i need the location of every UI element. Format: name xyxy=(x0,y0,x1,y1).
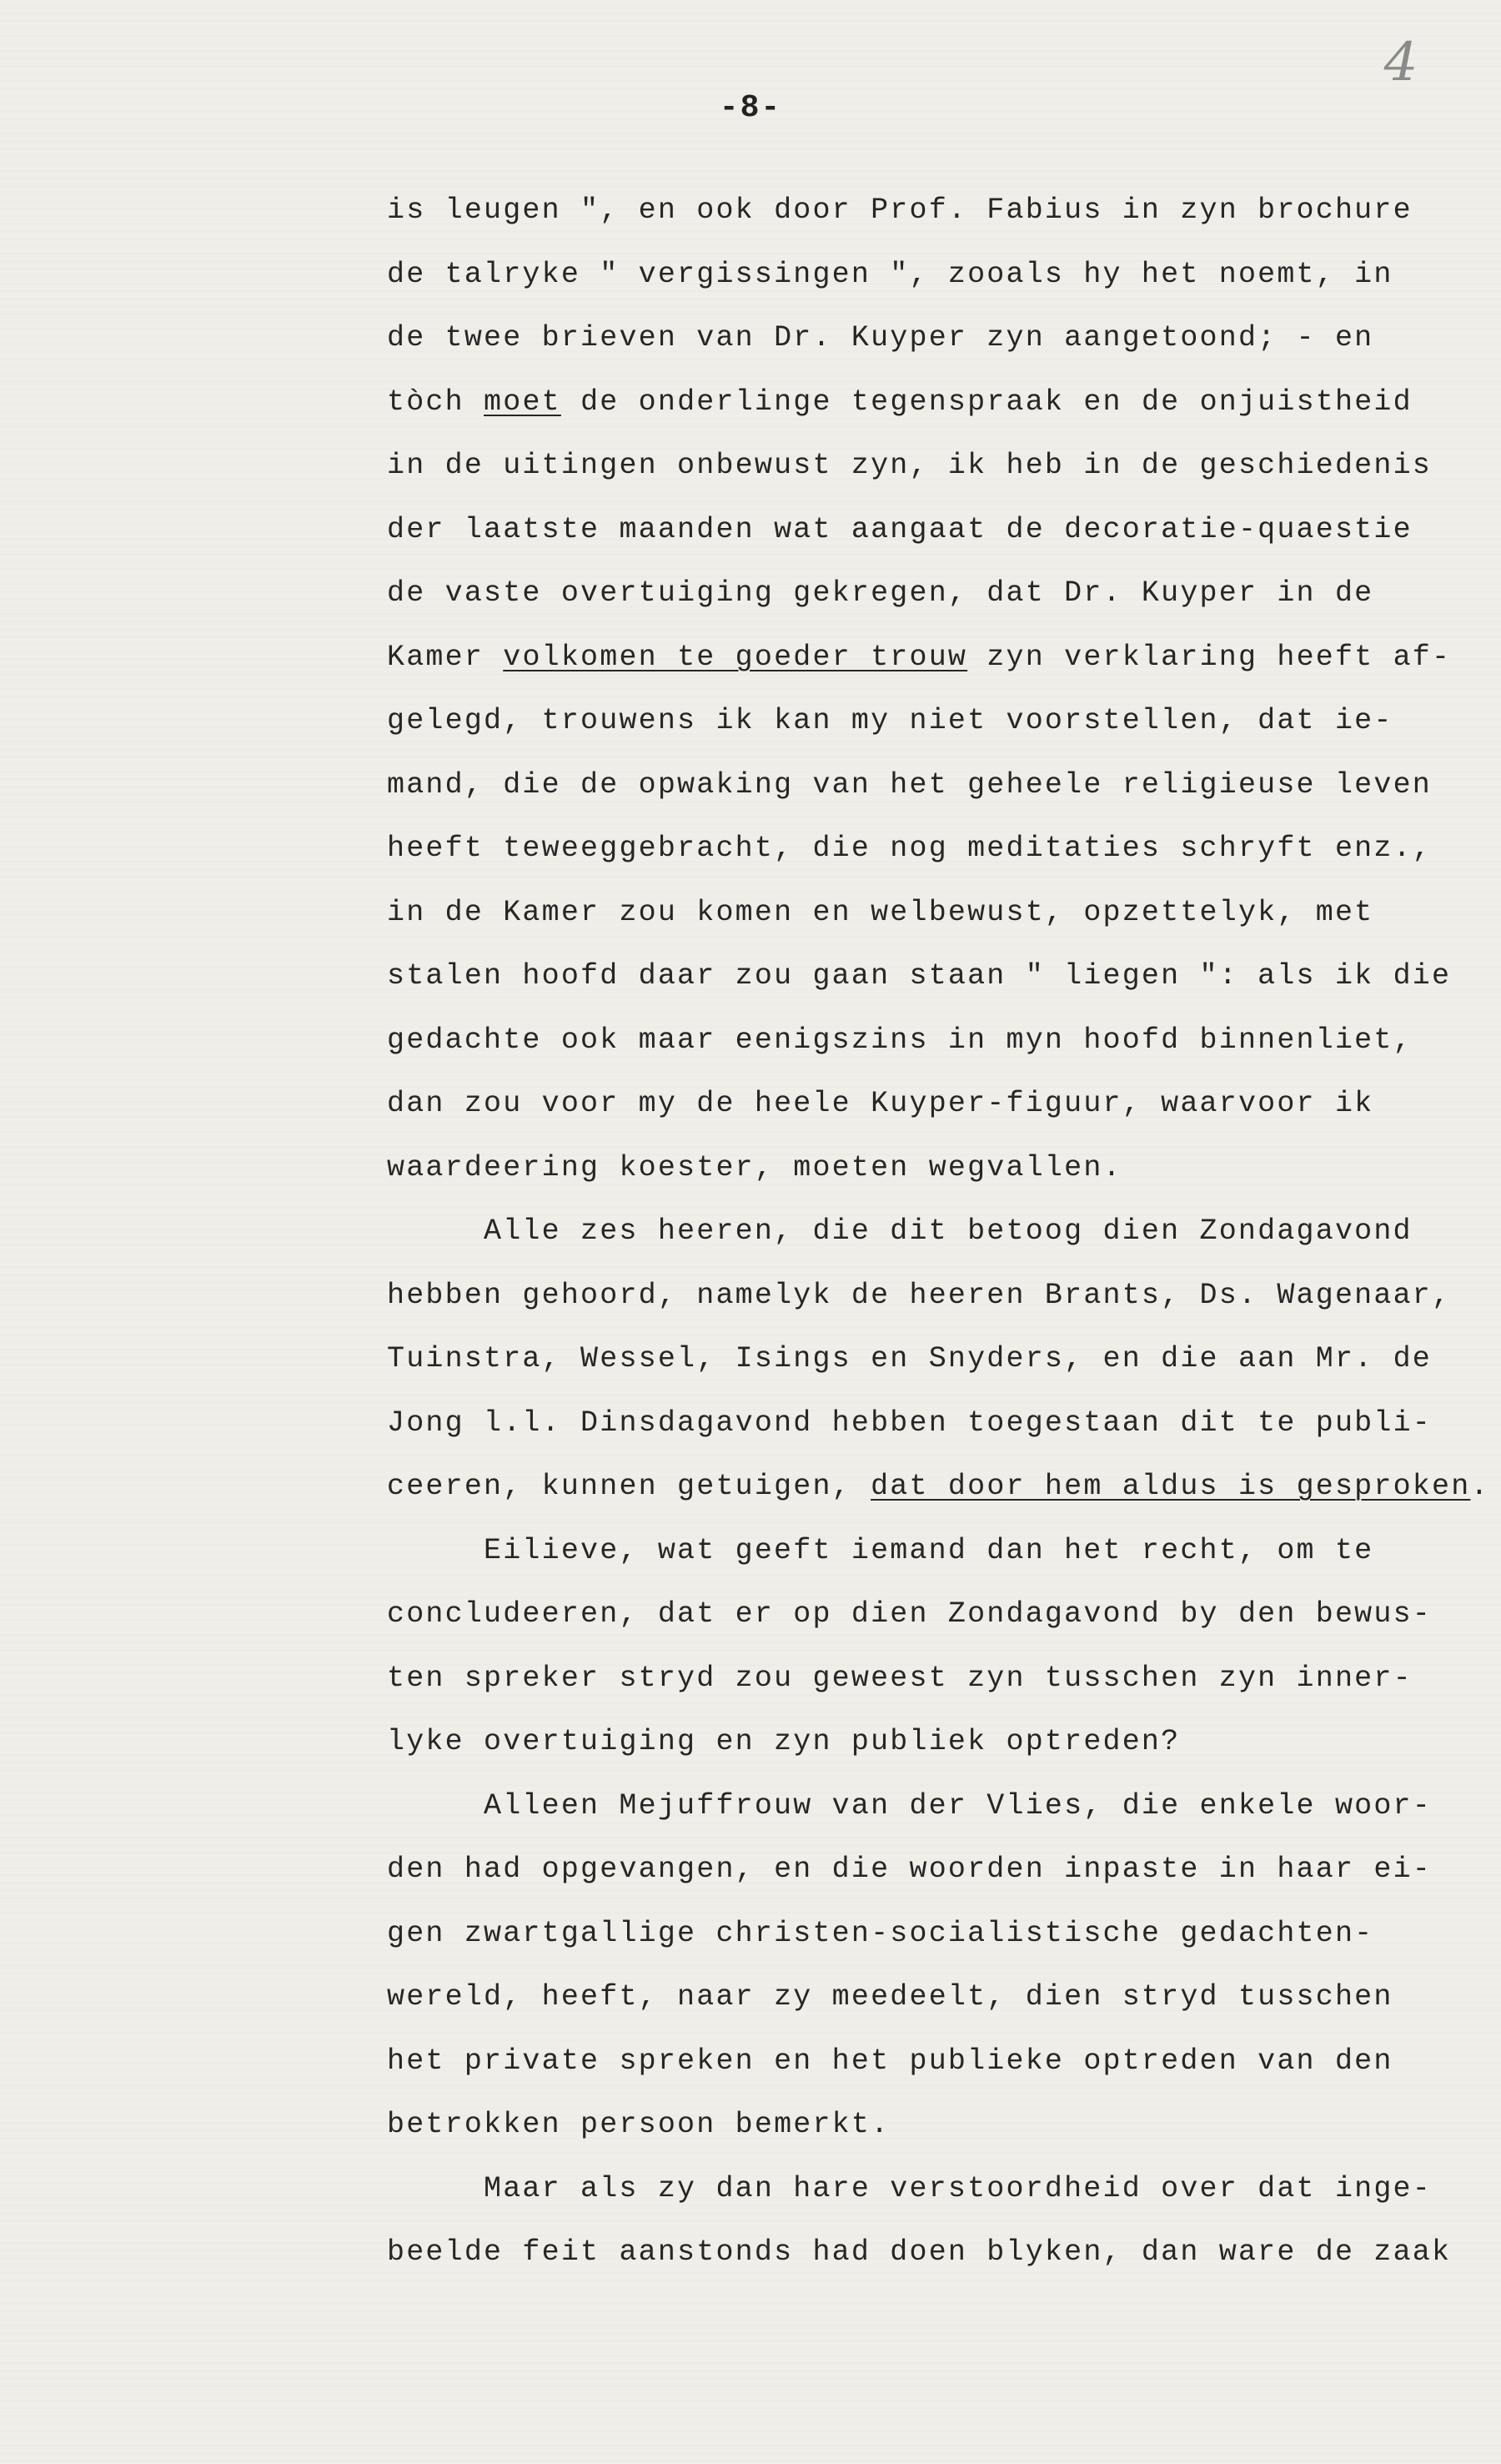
text-line: Eilieve, wat geeft iemand dan het recht, om te xyxy=(484,1533,1374,1567)
text-span: . xyxy=(1470,1470,1490,1503)
text-line: Alle zes heeren, die dit betoog dien Zondagavond xyxy=(484,1214,1413,1248)
text-line: in de Kamer zou komen en welbewust, opzettelyk, met xyxy=(387,895,1374,929)
text-line xyxy=(387,1455,1488,1519)
text-span: de onderlinge tegenspraak en de onjuistheid xyxy=(560,385,1413,419)
text-line: stalen hoofd daar zou gaan staan " liegen ": als ik die xyxy=(387,959,1452,993)
text-line: heeft teweeggebracht, die nog meditaties schryft enz., xyxy=(387,832,1432,865)
text-line: den had opgevangen, en die woorden inpaste in haar ei- xyxy=(387,1853,1432,1886)
text-span: Kamer xyxy=(387,640,504,674)
text-line: het private spreken en het publieke optreden van den xyxy=(387,2044,1393,2078)
text-line xyxy=(387,370,1488,435)
text-line xyxy=(387,626,1488,690)
text-line: Alleen Mejuffrouw van der Vlies, die enkele woor- xyxy=(484,1788,1432,1823)
underlined-text: moet xyxy=(484,385,561,419)
text-line: is leugen ", en ook door Prof. Fabius in zyn brochure xyxy=(387,194,1413,227)
text-line: lyke overtuiging en zyn publiek optreden? xyxy=(387,1725,1181,1758)
text-span: tòch xyxy=(387,385,484,419)
text-span: ceeren, kunnen getuigen, xyxy=(387,1470,871,1503)
text-line: Maar als zy dan hare verstoordheid over dat inge- xyxy=(484,2171,1432,2205)
text-line: in de uitingen onbewust zyn, ik heb in de geschiedenis xyxy=(387,449,1432,482)
folio-mark: 4 xyxy=(1383,32,1418,93)
text-line: hebben gehoord, namelyk de heeren Brants, Ds. Wagenaar, xyxy=(387,1278,1452,1312)
text-line: Jong l.l. Dinsdagavond hebben toegestaan dit te publi- xyxy=(387,1405,1432,1440)
text-span: zyn verklaring heeft af- xyxy=(967,640,1452,674)
page-number: -8- xyxy=(719,90,782,126)
underlined-text: volkomen te goeder trouw xyxy=(503,640,968,674)
text-line: dan zou voor my de heele Kuyper-figuur, waarvoor ik xyxy=(387,1087,1374,1120)
text-line: gen zwartgallige christen-socialistische gedachten- xyxy=(387,1916,1374,1950)
text-line: concludeeren, dat er op dien Zondagavond by den bewus- xyxy=(387,1597,1432,1631)
text-line: Tuinstra, Wessel, Isings en Snyders, en die aan Mr. de xyxy=(387,1342,1432,1375)
text-line: de twee brieven van Dr. Kuyper zyn aangetoond; - en xyxy=(387,321,1374,355)
text-line: mand, die de opwaking van het geheele religieuse leven xyxy=(387,767,1432,802)
text-line: de vaste overtuiging gekregen, dat Dr. Kuyper in de xyxy=(387,576,1374,610)
text-line: waardeering koester, moeten wegvallen. xyxy=(387,1150,1122,1184)
underlined-text: dat door hem aldus is gesproken xyxy=(871,1470,1471,1503)
text-line: gedachte ook maar eenigszins in myn hoofd binnenliet, xyxy=(387,1023,1413,1057)
text-line: de talryke " vergissingen ", zooals hy het noemt, in xyxy=(387,257,1393,291)
text-line: wereld, heeft, naar zy meedeelt, dien stryd tusschen xyxy=(387,1980,1393,2014)
text-line: ten spreker stryd zou geweest zyn tusschen zyn inner- xyxy=(387,1661,1413,1695)
typed-text-body xyxy=(387,179,1488,2285)
text-line: gelegd, trouwens ik kan my niet voorstellen, dat ie- xyxy=(387,704,1393,737)
text-line: betrokken persoon bemerkt. xyxy=(387,2108,891,2141)
text-line: der laatste maanden wat aangaat de decoratie-quaestie xyxy=(387,512,1413,546)
text-line: beelde feit aanstonds had doen blyken, dan ware de zaak xyxy=(387,2235,1452,2269)
